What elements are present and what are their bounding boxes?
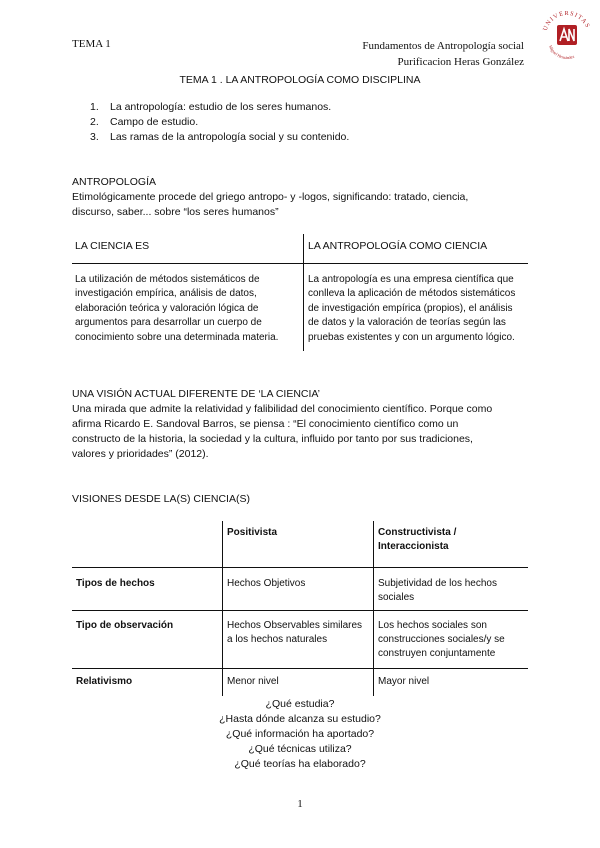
outline-list bbox=[90, 100, 349, 145]
question: ¿Qué información ha aportado? bbox=[225, 728, 375, 740]
section-heading-vision: UNA VISIÓN ACTUAL DIFERENTE DE ‘LA CIENCIA’ bbox=[72, 388, 320, 400]
table-row: Relativismo Menor nivel Mayor nivel bbox=[72, 669, 528, 697]
table-cell-ciencia: La utilización de métodos sistemáticos de investigación empírica, análisis de datos, elaboración teórica y valoración lógica de argumentos para desarrollar un cuerpo de conocimiento sobre una determinada materia. bbox=[75, 273, 279, 343]
question: ¿Qué técnicas utiliza? bbox=[248, 743, 352, 755]
header-author: Purificacion Heras González bbox=[397, 56, 524, 68]
section-heading-antropologia: ANTROPOLOGÍA bbox=[72, 176, 157, 188]
header-tema: TEMA 1 bbox=[72, 38, 111, 50]
table-header-antropologia: LA ANTROPOLOGÍA COMO CIENCIA bbox=[304, 234, 529, 263]
table-header-ciencia: LA CIENCIA ES bbox=[72, 234, 304, 263]
table-header-constructivista: Constructivista / Interaccionista bbox=[374, 521, 529, 568]
table-row: Tipo de observación Hechos Observables similares a los hechos naturales Los hechos sociales son construcciones sociales/y se construyen conjuntamente bbox=[72, 611, 528, 669]
table-header-positivista: Positivista bbox=[223, 521, 374, 568]
university-logo bbox=[538, 6, 596, 64]
list-item: 3. Las ramas de la antropología social y su contenido. bbox=[90, 131, 350, 143]
ciencia-comparison-table bbox=[72, 234, 528, 351]
table-cell-antropologia: La antropología es una empresa científica que conlleva la aplicación de métodos sistemáticos de investigación empírica (propios), el análisis de datos y la valoración de teorías según las pruebas existentes y con un argumento lógico. bbox=[304, 263, 529, 351]
antropologia-definition: Etimológicamente procede del griego antropo- y -logos, significando: tratado, ciencia, discurso, saber... sobre “los seres humanos” bbox=[72, 191, 469, 218]
visiones-table bbox=[72, 521, 528, 696]
header-course-name: Fundamentos de Antropología social bbox=[362, 40, 524, 52]
page-title: TEMA 1 . LA ANTROPOLOGÍA COMO DISCIPLINA bbox=[179, 74, 421, 86]
table-corner bbox=[72, 521, 223, 568]
header-course-info bbox=[362, 38, 524, 70]
questions-list bbox=[0, 697, 600, 772]
svg-text:UNIVERSITAS: UNIVERSITAS bbox=[541, 9, 592, 32]
svg-text:Miguel Hernández: Miguel Hernández bbox=[547, 44, 575, 61]
section-heading-visiones: VISIONES DESDE LA(S) CIENCIA(S) bbox=[72, 493, 250, 505]
list-item: 2. Campo de estudio. bbox=[90, 116, 199, 128]
vision-paragraph: Una mirada que admite la relatividad y falibilidad del conocimiento científico. Porque como afirma Ricardo E. Sandoval Barros, se piensa : “El conocimiento científico como un constructo de la historia, la sociedad y la cultura, influido por tanto por sus tradiciones, valores y prioridades” (2012). bbox=[72, 403, 493, 460]
list-item: 1. La antropología: estudio de los seres humanos. bbox=[90, 101, 332, 113]
question: ¿Qué teorías ha elaborado? bbox=[234, 758, 366, 770]
question: ¿Hasta dónde alcanza su estudio? bbox=[219, 713, 381, 725]
question: ¿Qué estudia? bbox=[265, 698, 335, 710]
table-row: Tipos de hechos Hechos Objetivos Subjetividad de los hechos sociales bbox=[72, 568, 528, 611]
page-number: 1 bbox=[297, 798, 303, 810]
